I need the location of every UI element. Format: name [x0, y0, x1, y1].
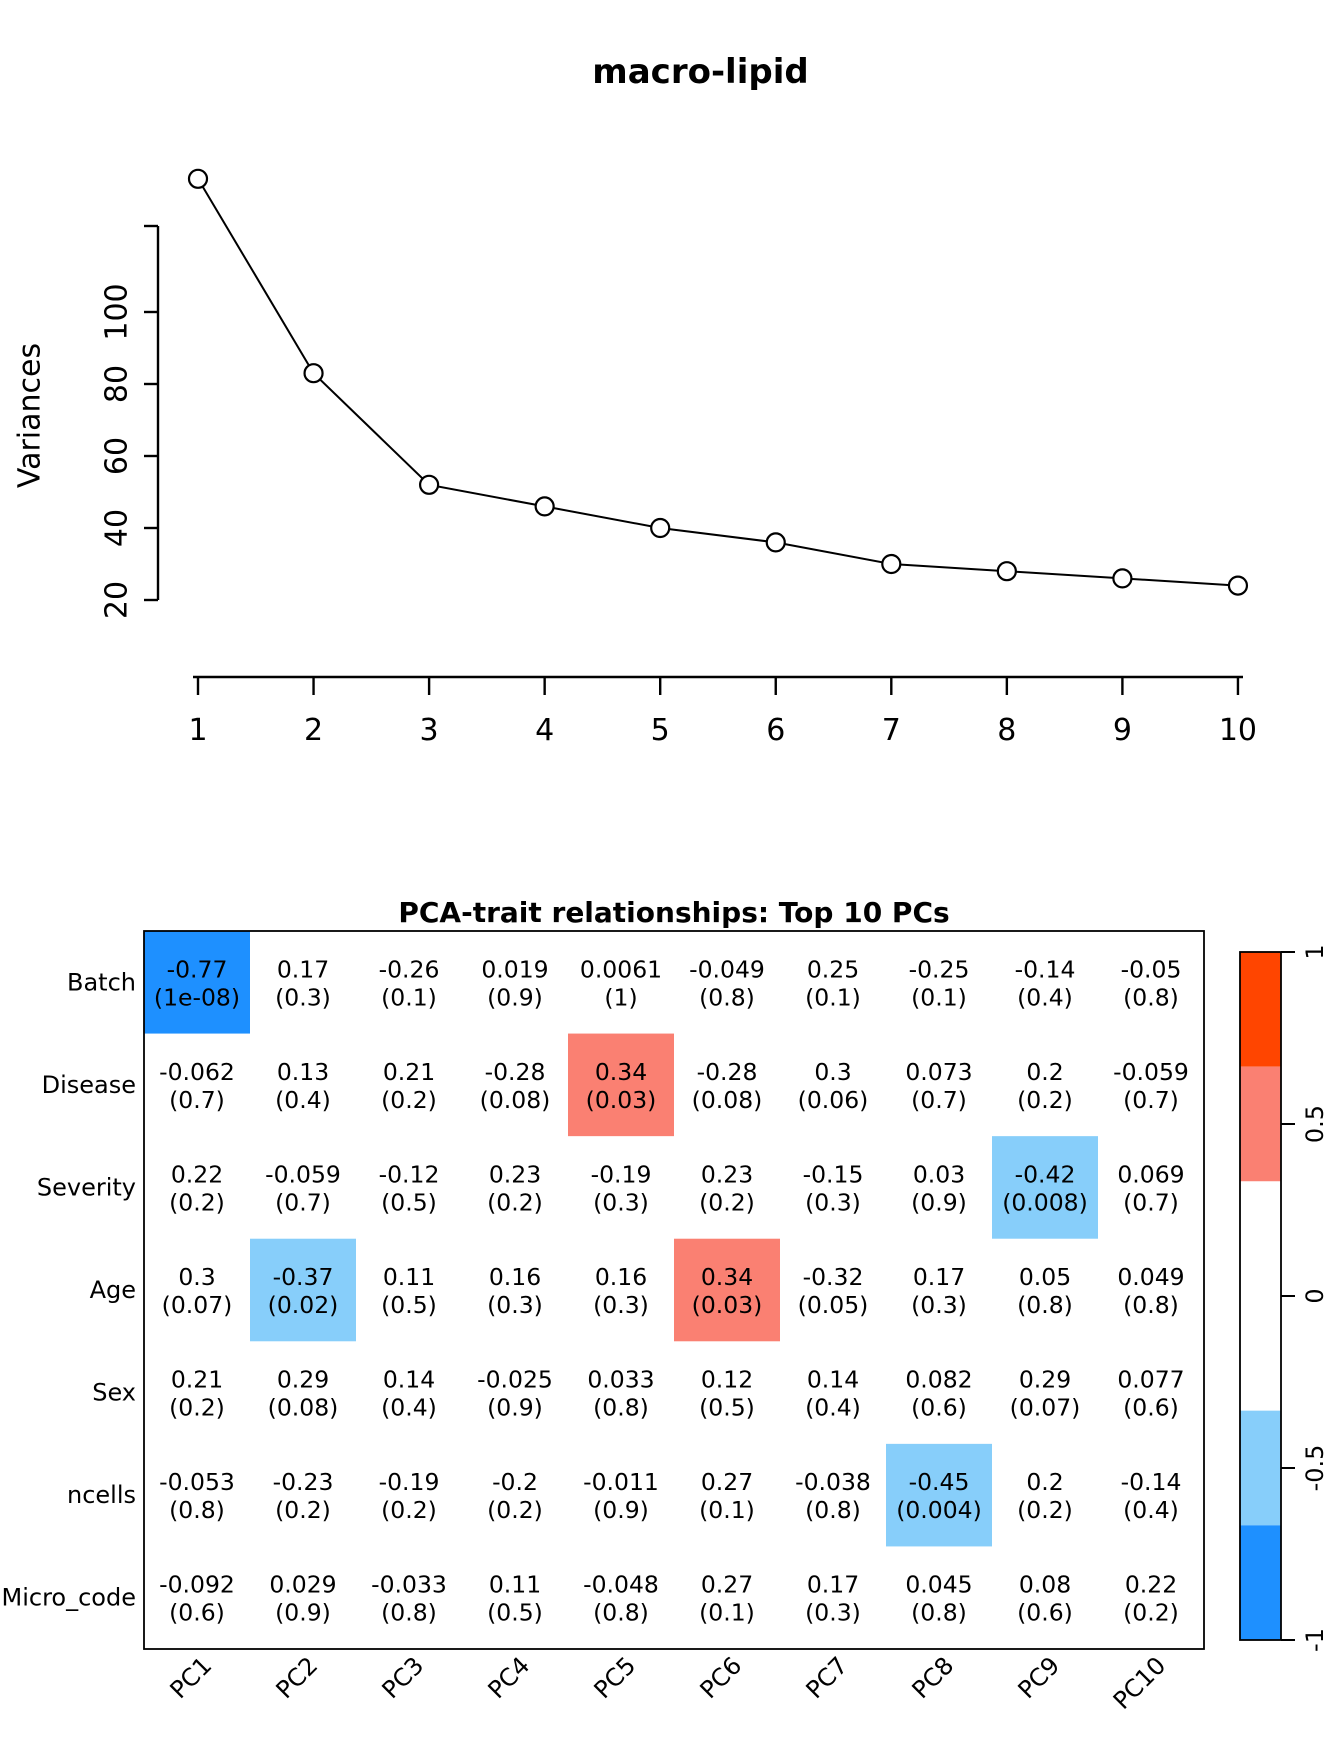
heatmap-cell-p: (0.2)	[1017, 1496, 1073, 1525]
heatmap-cell-p: (0.3)	[593, 1188, 649, 1217]
scree-x-tick-label: 8	[997, 713, 1017, 748]
scree-x-tick-label: 3	[419, 713, 439, 748]
scree-series-line	[198, 179, 1238, 586]
heatmap-cell-p: (0.7)	[911, 1085, 967, 1114]
heatmap-cell-p: (0.08)	[479, 1085, 551, 1114]
heatmap-cell-r: 0.27	[700, 1570, 754, 1599]
heatmap-cell-Micro_code-PC5	[583, 1571, 659, 1627]
heatmap-cell-Micro_code-PC6	[699, 1571, 755, 1627]
heatmap-cell-r: 0.29	[1018, 1365, 1072, 1394]
colorbar-tick-label: 0.5	[1301, 1104, 1329, 1144]
heatmap-cell-Age-PC10	[1117, 1263, 1184, 1319]
heatmap-cell-p: (0.08)	[691, 1085, 763, 1114]
heatmap-cell-p: (0.9)	[911, 1188, 967, 1217]
heatmap-cell-r: -0.059	[1113, 1057, 1189, 1086]
heatmap-cell-r: -0.45	[908, 1468, 970, 1497]
heatmap-cell-p: (0.6)	[1017, 1598, 1073, 1627]
colorbar-tick-label: 0	[1301, 1288, 1329, 1304]
heatmap-cell-Severity-PC4	[487, 1160, 543, 1216]
heatmap-cell-Disease-PC9	[1017, 1058, 1073, 1114]
heatmap-cell-r: 0.3	[814, 1057, 852, 1086]
heatmap-cell-r: 0.13	[276, 1057, 330, 1086]
heatmap-cell-Age-PC9	[1017, 1263, 1073, 1319]
heatmap-cell-p: (1)	[604, 983, 638, 1012]
heatmap-cell-Severity-PC1	[169, 1160, 225, 1216]
heatmap-cell-Age-PC8	[911, 1263, 967, 1319]
heatmap-cell-r: 0.14	[382, 1365, 436, 1394]
heatmap-cell-Disease-PC5	[586, 1058, 657, 1114]
heatmap-cell-Age-PC1	[162, 1263, 233, 1319]
heatmap-cell-r: -0.37	[272, 1263, 334, 1291]
scree-y-tick-label: 20	[99, 580, 135, 620]
heatmap-cell-r: 0.11	[488, 1570, 542, 1599]
heatmap-cell-p: (0.7)	[169, 1085, 225, 1114]
heatmap-cell-Batch-PC6	[689, 955, 765, 1011]
heatmap-cell-r: 0.2	[1026, 1057, 1064, 1086]
heatmap-cell-p: (0.1)	[699, 1598, 755, 1627]
heatmap-cell-r: 0.23	[488, 1160, 542, 1189]
heatmap-row-label-Severity: Severity	[36, 1173, 136, 1202]
heatmap-cell-p: (0.2)	[1123, 1598, 1179, 1627]
heatmap-cell-r: 0.17	[276, 955, 330, 984]
heatmap-cell-r: -0.049	[689, 955, 765, 984]
heatmap-cell-Sex-PC5	[587, 1366, 654, 1422]
heatmap-cell-Sex-PC7	[805, 1366, 861, 1422]
heatmap-cell-p: (0.2)	[1017, 1085, 1073, 1114]
heatmap-cell-r: 0.019	[481, 955, 549, 984]
heatmap-cell-p: (0.4)	[1017, 983, 1073, 1012]
heatmap-cell-r: -0.26	[378, 955, 440, 984]
heatmap-cell-p: (0.4)	[275, 1085, 331, 1114]
heatmap-cell-p: (0.8)	[805, 1496, 861, 1525]
scree-y-tick-label: 100	[99, 283, 135, 341]
heatmap-cell-Sex-PC9	[1010, 1366, 1081, 1422]
heatmap-cell-r: 0.16	[594, 1263, 648, 1291]
heatmap-cell-p: (0.5)	[487, 1598, 543, 1627]
scree-point-pc3	[420, 476, 438, 494]
colorbar-segment	[1240, 1525, 1281, 1640]
scree-point-pc9	[1113, 569, 1131, 587]
heatmap-row-label-Sex: Sex	[92, 1378, 136, 1407]
heatmap-cell-Disease-PC6	[692, 1058, 763, 1114]
heatmap-cell-r: -0.25	[908, 955, 970, 984]
heatmap-row-label-Micro_code: Micro_code	[1, 1583, 136, 1612]
heatmap-cell-Sex-PC10	[1117, 1366, 1184, 1422]
heatmap-cell-p: (0.4)	[1123, 1496, 1179, 1525]
heatmap-cell-r: 0.2	[1026, 1468, 1064, 1497]
scree-point-pc6	[767, 533, 785, 551]
heatmap-cell-p: (0.2)	[699, 1188, 755, 1217]
heatmap-cell-Batch-PC4	[481, 955, 548, 1011]
heatmap-cell-p: (0.3)	[593, 1291, 649, 1319]
heatmap-cell-r: 0.17	[912, 1263, 966, 1291]
heatmap-cell-r: 0.16	[488, 1263, 542, 1291]
heatmap-cell-Sex-PC4	[477, 1366, 553, 1422]
heatmap-cell-r: -0.28	[484, 1057, 546, 1086]
heatmap-cell-ncells-PC10	[1121, 1468, 1182, 1524]
heatmap-cell-p: (0.8)	[593, 1393, 649, 1422]
heatmap-cell-r: -0.28	[696, 1057, 758, 1086]
heatmap-cell-r: -0.05	[1120, 955, 1182, 984]
heatmap-cell-Severity-PC5	[591, 1160, 652, 1216]
heatmap-cell-r: 0.045	[905, 1570, 973, 1599]
scree-x-tick-label: 5	[650, 713, 670, 748]
heatmap-cell-r: -0.77	[166, 955, 228, 984]
heatmap-cell-r: -0.19	[378, 1468, 440, 1497]
heatmap-col-label-PC8: PC8	[906, 1651, 960, 1705]
heatmap-cell-Age-PC7	[798, 1263, 869, 1319]
heatmap-row-label-Disease: Disease	[41, 1070, 136, 1099]
heatmap-cell-r: -0.092	[159, 1570, 235, 1599]
heatmap-cell-r: -0.12	[378, 1160, 440, 1189]
heatmap-cell-r: -0.19	[590, 1160, 652, 1189]
heatmap-cell-Batch-PC8	[909, 955, 970, 1011]
heatmap-cell-p: (0.1)	[381, 983, 437, 1012]
heatmap-cell-p: (0.5)	[381, 1188, 437, 1217]
heatmap-cell-r: -0.053	[159, 1468, 235, 1497]
heatmap-cell-r: 0.073	[905, 1057, 973, 1086]
scree-x-tick-label: 10	[1218, 713, 1258, 748]
heatmap-cell-r: 0.23	[700, 1160, 754, 1189]
scree-y-axis-label: Variances	[12, 342, 48, 489]
heatmap-cell-p: (0.8)	[1017, 1291, 1073, 1319]
heatmap-cell-r: 0.29	[276, 1365, 330, 1394]
heatmap-cell-r: -0.14	[1014, 955, 1076, 984]
scree-point-pc7	[882, 555, 900, 573]
heatmap-col-label-PC9: PC9	[1012, 1651, 1066, 1705]
heatmap-cell-p: (0.5)	[381, 1291, 437, 1319]
scree-y-tick-label: 40	[99, 508, 135, 548]
heatmap-cell-r: 0.082	[905, 1365, 973, 1394]
heatmap-cell-Batch-PC5	[580, 955, 662, 1011]
colorbar-tick-label: 1	[1301, 944, 1329, 960]
heatmap-cell-p: (0.8)	[911, 1598, 967, 1627]
heatmap-cell-p: (0.8)	[381, 1598, 437, 1627]
heatmap-cell-Micro_code-PC3	[371, 1571, 447, 1627]
heatmap-cell-r: 0.22	[170, 1160, 224, 1189]
heatmap-row-label-Batch: Batch	[67, 968, 136, 997]
heatmap-cell-r: 0.05	[1018, 1263, 1072, 1291]
heatmap-cell-Micro_code-PC10	[1123, 1571, 1179, 1627]
heatmap-cell-p: (0.7)	[1123, 1188, 1179, 1217]
heatmap-cell-p: (0.3)	[805, 1188, 861, 1217]
heatmap-cell-r: 0.0061	[579, 955, 663, 984]
heatmap-cell-r: 0.049	[1117, 1263, 1185, 1291]
heatmap-cell-Severity-PC10	[1117, 1160, 1184, 1216]
heatmap-cell-p: (0.03)	[691, 1291, 763, 1319]
colorbar-segment	[1240, 1067, 1281, 1182]
heatmap-cell-p: (0.2)	[169, 1188, 225, 1217]
scree-point-pc4	[536, 497, 554, 515]
heatmap-cell-Disease-PC10	[1113, 1058, 1189, 1114]
heatmap-cell-p: (0.008)	[1002, 1188, 1088, 1217]
heatmap-col-label-PC6: PC6	[694, 1651, 748, 1705]
scree-point-pc5	[651, 519, 669, 537]
heatmap-cell-Severity-PC6	[699, 1160, 755, 1216]
colorbar-tick-label: -1	[1301, 1628, 1329, 1652]
heatmap-cell-Severity-PC7	[803, 1160, 864, 1216]
heatmap-cell-r: 0.34	[594, 1057, 648, 1086]
heatmap-cell-p: (0.8)	[699, 983, 755, 1012]
heatmap-cell-Batch-PC9	[1015, 955, 1076, 1011]
heatmap-cell-Batch-PC7	[805, 955, 861, 1011]
heatmap-cell-ncells-PC4	[487, 1468, 543, 1524]
heatmap-cell-r: 0.029	[269, 1570, 337, 1599]
heatmap-col-label-PC10: PC10	[1107, 1651, 1172, 1715]
scree-point-pc10	[1229, 577, 1247, 595]
heatmap-cell-Severity-PC9	[1002, 1160, 1088, 1216]
heatmap-cell-p: (0.07)	[161, 1291, 233, 1319]
scree-x-tick-label: 2	[304, 713, 324, 748]
heatmap-cell-Sex-PC2	[268, 1366, 339, 1422]
heatmap-cell-Micro_code-PC9	[1017, 1571, 1073, 1627]
heatmap-cell-p: (0.08)	[267, 1393, 339, 1422]
heatmap-cell-Batch-PC10	[1121, 955, 1182, 1011]
heatmap-cell-Disease-PC4	[480, 1058, 551, 1114]
heatmap-cell-r: 0.12	[700, 1365, 754, 1394]
heatmap-cell-Age-PC5	[593, 1263, 649, 1319]
heatmap-cell-r: 0.11	[382, 1263, 436, 1291]
heatmap-cell-p: (0.1)	[805, 983, 861, 1012]
heatmap-cell-Sex-PC3	[381, 1366, 437, 1422]
heatmap-cell-p: (0.7)	[275, 1188, 331, 1217]
scree-point-pc1	[189, 170, 207, 188]
scree-point-pc8	[998, 562, 1016, 580]
heatmap-cell-r: 0.21	[170, 1365, 224, 1394]
heatmap-cell-p: (0.8)	[1123, 983, 1179, 1012]
heatmap-cell-r: 0.21	[382, 1057, 436, 1086]
heatmap-cell-ncells-PC6	[699, 1468, 755, 1524]
heatmap-cell-r: 0.22	[1124, 1570, 1178, 1599]
colorbar-segment	[1240, 1181, 1281, 1410]
heatmap-cell-p: (0.05)	[797, 1291, 869, 1319]
heatmap-cell-p: (0.4)	[381, 1393, 437, 1422]
heatmap-cell-p: (0.9)	[275, 1598, 331, 1627]
heatmap-row-label-ncells: ncells	[66, 1481, 136, 1510]
heatmap-cell-p: (0.3)	[805, 1598, 861, 1627]
heatmap-cell-r: -0.059	[265, 1160, 341, 1189]
heatmap-cell-Micro_code-PC4	[487, 1571, 543, 1627]
heatmap-cell-Disease-PC8	[905, 1058, 972, 1114]
heatmap-col-label-PC2: PC2	[270, 1651, 324, 1705]
heatmap-cell-Age-PC6	[692, 1263, 763, 1319]
heatmap-cell-ncells-PC1	[159, 1468, 235, 1524]
heatmap-cell-p: (0.03)	[585, 1085, 657, 1114]
heatmap-cell-p: (0.3)	[911, 1291, 967, 1319]
heatmap-cell-r: -0.2	[492, 1468, 538, 1497]
heatmap-cell-p: (0.1)	[699, 1496, 755, 1525]
heatmap-cell-r: -0.011	[583, 1468, 659, 1497]
scree-x-tick-label: 6	[766, 713, 786, 748]
heatmap-cell-Micro_code-PC1	[159, 1571, 235, 1627]
heatmap-cell-ncells-PC8	[896, 1468, 982, 1524]
colorbar-tick-label: -0.5	[1301, 1444, 1329, 1492]
heatmap-cell-Batch-PC3	[379, 955, 440, 1011]
heatmap-cell-p: (0.9)	[487, 1393, 543, 1422]
heatmap-cell-Disease-PC1	[159, 1058, 235, 1114]
heatmap-cell-Sex-PC8	[905, 1366, 972, 1422]
scree-x-tick-label: 7	[881, 713, 901, 748]
heatmap-cell-r: -0.42	[1014, 1160, 1076, 1189]
heatmap-cell-ncells-PC7	[795, 1468, 871, 1524]
heatmap-cell-Sex-PC1	[169, 1366, 225, 1422]
heatmap-cell-p: (0.3)	[487, 1291, 543, 1319]
heatmap-cell-r: -0.048	[583, 1570, 659, 1599]
scree-x-tick-label: 9	[1112, 713, 1132, 748]
heatmap-cell-Micro_code-PC2	[269, 1571, 336, 1627]
heatmap-cell-Micro_code-PC8	[905, 1571, 972, 1627]
heatmap-cell-p: (0.02)	[267, 1291, 339, 1319]
scree-point-pc2	[305, 364, 323, 382]
heatmap-cell-r: -0.14	[1120, 1468, 1182, 1497]
heatmap-cell-p: (1e-08)	[153, 983, 241, 1012]
heatmap-row-label-Age: Age	[89, 1276, 136, 1304]
pca-trait-heatmap	[2, 931, 1329, 1715]
heatmap-cell-r: 0.3	[178, 1263, 216, 1291]
heatmap-cell-Age-PC4	[487, 1263, 543, 1319]
scree-y-tick-label: 80	[99, 364, 135, 404]
heatmap-cell-r: -0.32	[802, 1263, 864, 1291]
heatmap-cell-p: (0.5)	[699, 1393, 755, 1422]
heatmap-cell-Sex-PC6	[699, 1366, 755, 1422]
heatmap-title: PCA-trait relationships: Top 10 PCs	[398, 896, 950, 929]
heatmap-cell-Batch-PC1	[154, 955, 240, 1011]
heatmap-cell-ncells-PC5	[583, 1468, 659, 1524]
heatmap-cell-p: (0.8)	[169, 1496, 225, 1525]
heatmap-col-label-PC3: PC3	[376, 1651, 430, 1705]
heatmap-cell-r: 0.34	[700, 1263, 754, 1291]
colorbar	[1240, 944, 1329, 1652]
heatmap-cell-p: (0.2)	[169, 1393, 225, 1422]
scree-y-tick-label: 60	[99, 436, 135, 476]
heatmap-col-label-PC1: PC1	[164, 1651, 218, 1705]
heatmap-cell-r: 0.08	[1018, 1570, 1072, 1599]
heatmap-cell-r: -0.038	[795, 1468, 871, 1497]
heatmap-cell-ncells-PC3	[379, 1468, 440, 1524]
heatmap-cell-p: (0.6)	[1123, 1393, 1179, 1422]
heatmap-cell-Disease-PC3	[381, 1058, 437, 1114]
heatmap-cell-r: -0.23	[272, 1468, 334, 1497]
heatmap-cell-r: -0.025	[477, 1365, 553, 1394]
heatmap-cell-Disease-PC7	[798, 1058, 869, 1114]
heatmap-col-label-PC7: PC7	[800, 1651, 854, 1705]
scree-x-tick-label: 4	[535, 713, 555, 748]
heatmap-cell-r: 0.14	[806, 1365, 860, 1394]
heatmap-cell-r: 0.03	[912, 1160, 966, 1189]
heatmap-cell-p: (0.004)	[896, 1496, 982, 1525]
heatmap-cell-p: (0.2)	[487, 1188, 543, 1217]
heatmap-cell-p: (0.06)	[797, 1085, 869, 1114]
heatmap-cell-p: (0.8)	[1123, 1291, 1179, 1319]
heatmap-cell-p: (0.3)	[275, 983, 331, 1012]
scree-plot-title: macro-lipid	[592, 52, 809, 92]
heatmap-cell-p: (0.07)	[1009, 1393, 1081, 1422]
heatmap-cell-ncells-PC2	[273, 1468, 334, 1524]
heatmap-cell-p: (0.8)	[593, 1598, 649, 1627]
heatmap-cell-p: (0.7)	[1123, 1085, 1179, 1114]
heatmap-col-label-PC4: PC4	[482, 1651, 536, 1705]
heatmap-cell-p: (0.4)	[805, 1393, 861, 1422]
heatmap-cell-Severity-PC3	[379, 1160, 440, 1216]
heatmap-col-label-PC5: PC5	[588, 1651, 642, 1705]
scree-plot	[100, 170, 1258, 748]
heatmap-cell-Micro_code-PC7	[805, 1571, 861, 1627]
colorbar-segment	[1240, 952, 1281, 1067]
heatmap-cell-Severity-PC2	[265, 1160, 341, 1216]
heatmap-cell-ncells-PC9	[1017, 1468, 1073, 1524]
heatmap-cell-r: 0.069	[1117, 1160, 1185, 1189]
heatmap-cell-p: (0.2)	[381, 1496, 437, 1525]
heatmap-cell-Age-PC3	[381, 1263, 437, 1319]
colorbar-segment	[1240, 1411, 1281, 1526]
heatmap-cell-Age-PC2	[268, 1263, 339, 1319]
heatmap-cell-p: (0.9)	[487, 983, 543, 1012]
heatmap-cell-p: (0.9)	[593, 1496, 649, 1525]
heatmap-cell-p: (0.6)	[911, 1393, 967, 1422]
heatmap-cell-p: (0.1)	[911, 983, 967, 1012]
heatmap-cell-r: 0.25	[806, 955, 860, 984]
heatmap-cell-Disease-PC2	[275, 1058, 331, 1114]
heatmap-cell-r: 0.077	[1117, 1365, 1185, 1394]
heatmap-cell-r: -0.062	[159, 1057, 235, 1086]
heatmap-cell-Batch-PC2	[275, 955, 331, 1011]
heatmap-cell-r: 0.033	[587, 1365, 655, 1394]
heatmap-cell-r: -0.033	[371, 1570, 447, 1599]
heatmap-cell-r: -0.15	[802, 1160, 864, 1189]
heatmap-cell-r: 0.17	[806, 1570, 860, 1599]
heatmap-cell-p: (0.6)	[169, 1598, 225, 1627]
heatmap-cell-p: (0.2)	[487, 1496, 543, 1525]
heatmap-cell-r: 0.27	[700, 1468, 754, 1497]
heatmap-cell-Severity-PC8	[911, 1160, 967, 1216]
heatmap-cell-p: (0.2)	[275, 1496, 331, 1525]
scree-x-tick-label: 1	[188, 713, 208, 748]
heatmap-cell-p: (0.2)	[381, 1085, 437, 1114]
